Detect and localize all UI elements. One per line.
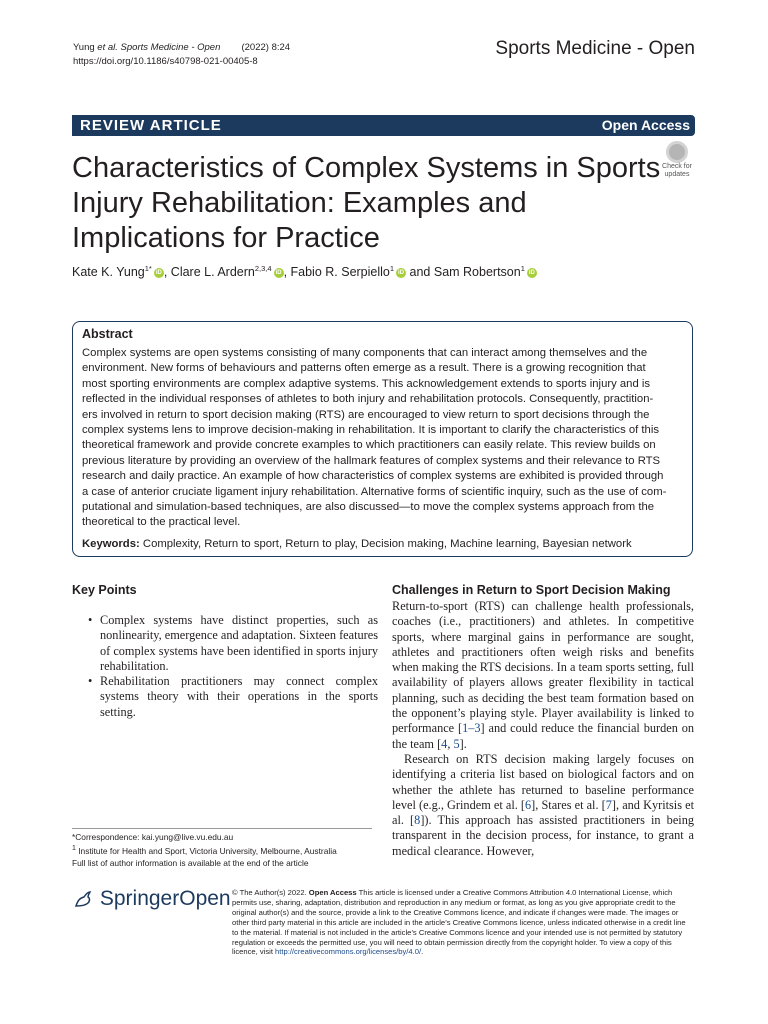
list-item bbox=[88, 613, 378, 674]
citation-line bbox=[73, 41, 290, 69]
abstract-line: reflected in the individual responses of athletes to both injury and rehabilitation protocols. Consequently, practition- bbox=[82, 393, 654, 406]
footnotes bbox=[72, 828, 372, 869]
bullet: • bbox=[88, 674, 93, 689]
orcid-icon[interactable]: iD bbox=[275, 269, 282, 276]
key-point-text: Rehabilitation practitioners may connect complex systems theory with their operations in the sports setting. bbox=[100, 674, 378, 719]
abstract-line: research and daily practice. An example of how characteristics of complex systems are exhibited is provided through bbox=[82, 470, 664, 483]
check-updates-icon bbox=[666, 141, 688, 163]
abstract-body bbox=[82, 346, 684, 531]
orcid-icon[interactable]: iD bbox=[398, 269, 405, 276]
keywords bbox=[82, 537, 684, 552]
paragraph-text: Research on RTS decision making largely focuses on identifying a criteria list based on biological factors and on whether the athlete has returned to baseline performance level (e.g., Grindem et al. [ bbox=[392, 751, 694, 812]
license-url[interactable]: http://creativecommons.org/licenses/by/4.0/ bbox=[275, 947, 422, 957]
section-heading: Challenges in Return to Sport Decision Making bbox=[392, 583, 671, 597]
springer-open-logo bbox=[72, 887, 231, 911]
key-point-text: Complex systems have distinct properties, such as nonlinearity, emergence and adaptation. Sixteen features of complex systems have been identified in sports injury rehabilitation. bbox=[100, 613, 378, 673]
citation-etal: et al. bbox=[94, 42, 118, 53]
author-list bbox=[72, 264, 537, 279]
author-name: Sam Robertson bbox=[433, 265, 521, 280]
citation-link[interactable]: 1–3 bbox=[462, 721, 481, 736]
author-name: Clare L. Ardern bbox=[170, 265, 255, 280]
abstract-line: a case of anterior cruciate ligament injury rehabilitation. Alternative forms of scientific inquiry, such as the use of com- bbox=[82, 485, 667, 498]
open-access-label: Open Access bbox=[601, 117, 690, 133]
author-separator: , bbox=[163, 265, 171, 280]
license-text bbox=[232, 888, 694, 957]
paragraph-text: ]). This approach has assisted practitioners in being transparent in the decision process, for instance, to grant a medical clearance. However, bbox=[392, 813, 694, 858]
journal-name: Sports Medicine - Open bbox=[495, 38, 695, 59]
doi-link[interactable]: https://doi.org/10.1186/s40798-021-00405-8 bbox=[73, 56, 258, 67]
paragraph-text: , bbox=[447, 736, 454, 751]
author-separator: and bbox=[406, 265, 434, 280]
author-affiliation: 1 bbox=[520, 264, 525, 273]
citation-link[interactable]: 4 bbox=[441, 736, 448, 751]
affiliation-sup: 1 bbox=[72, 845, 76, 852]
author-name: Kate K. Yung bbox=[72, 265, 145, 280]
springer-horse-icon bbox=[72, 888, 94, 910]
orcid-icon[interactable]: iD bbox=[528, 269, 535, 276]
author-separator: , bbox=[283, 265, 291, 280]
author-info-note: Full list of author information is available at the end of the article bbox=[72, 857, 309, 868]
copyright: © The Author(s) 2022. bbox=[232, 888, 309, 897]
citation-authors: Yung bbox=[73, 42, 95, 53]
author-affiliation: 2,3,4 bbox=[254, 264, 272, 273]
affiliation-text: Institute for Health and Sport, Victoria University, Melbourne, Australia bbox=[78, 845, 337, 856]
abstract-line: theoretical framework and provide concrete examples to which practitioners can easily relate. This review builds on bbox=[82, 439, 656, 452]
paragraph-text: ]. bbox=[459, 736, 467, 751]
key-points-list bbox=[88, 613, 378, 720]
paragraph-text: ], and Kyritsis et al. [ bbox=[392, 797, 695, 828]
keywords-label: Keywords: bbox=[82, 538, 140, 550]
bullet: • bbox=[88, 613, 93, 627]
abstract-line: ers involved in return to sport decision making (RTS) are encouraged to view return to sport decisions through the bbox=[82, 408, 650, 421]
check-for-updates-badge[interactable] bbox=[657, 141, 697, 181]
article-title: Characteristics of Complex Systems in Sports Injury Rehabilitation: Examples and Implications for Practice bbox=[72, 152, 661, 254]
list-item bbox=[88, 674, 378, 720]
author-affiliation: 1 bbox=[389, 264, 395, 273]
citation-link[interactable]: 7 bbox=[605, 797, 612, 812]
paragraph-text: Return-to-sport (RTS) can challenge health professionals, coaches (i.e., practitioners) and athletes. In competitive sports, where marginal gains in performance are sought, athletes and practitioners often weigh risks and benefits when making the RTS decisions. In a team sports setting, full availability of players allows greater flexibility in tactical planning, such as deciding the best team formation based on the opponent’s playing style. Player availability is linked to performance [ bbox=[392, 599, 694, 736]
abstract-line: environment. New forms of behaviours and patterns often emerge as a result. There is a growing recognition that bbox=[82, 362, 646, 375]
paragraph bbox=[392, 599, 694, 752]
correspondence: *Correspondence: kai.yung@live.vu.edu.au bbox=[72, 832, 234, 842]
check-updates-line2: updates bbox=[664, 171, 690, 178]
author-affiliation: 1* bbox=[144, 264, 152, 273]
abstract-heading: Abstract bbox=[82, 327, 133, 341]
affiliation bbox=[72, 843, 372, 857]
check-updates-line1: Check for bbox=[662, 163, 692, 170]
author-name: Fabio R. Serpiello bbox=[290, 265, 390, 280]
abstract-line: Complex systems are open systems consisting of many components that can interact among themselves and the bbox=[82, 347, 648, 359]
abstract-line: putational and simulation-based techniques, are also discussed—to move the complex systems approach from the bbox=[82, 501, 655, 514]
abstract-line: complex systems lens to improve decision-making in rehabilitation. It is important to clarify the characteristics of this bbox=[82, 424, 659, 437]
paragraph bbox=[392, 752, 694, 859]
citation-link[interactable]: 5 bbox=[453, 736, 460, 751]
orcid-icon[interactable]: iD bbox=[155, 269, 162, 276]
license-oa-label: Open Access bbox=[308, 888, 357, 897]
license-end: . bbox=[421, 947, 424, 957]
article-type-label: REVIEW ARTICLE bbox=[80, 117, 222, 134]
keywords-list: Complexity, Return to sport, Return to play, Decision making, Machine learning, Bayesian network bbox=[142, 538, 632, 550]
citation-link[interactable]: 6 bbox=[525, 797, 532, 812]
publisher-open: Open bbox=[179, 887, 231, 910]
key-points-heading: Key Points bbox=[72, 583, 137, 597]
body-text bbox=[392, 599, 694, 859]
license-body: This article is licensed under a Creative Commons Attribution 4.0 International License, which permits use, sharing, adaptation, distribution and reproduction in any medium or format, as long as you give appropriate credit to the original author(s) and the source, provide a link to the Creative Commons licence, and indicate if changes were made. The images or other third party material in this article are included in the article’s Creative Commons licence, unless indicated otherwise in a credit line to the material. If material is not included in the article’s Creative Commons licence and your intended use is not permitted by statutory regulation or exceeds the permitted use, you will need to obtain permission directly from the copyright holder. To view a copy of this licence, visit bbox=[232, 888, 686, 957]
publisher-name: Springer bbox=[99, 887, 180, 910]
paragraph-text: ] and could reduce the financial burden on the team [ bbox=[392, 721, 695, 751]
abstract-line: theoretical to the practical level. bbox=[82, 516, 241, 529]
abstract-line: previous literature by providing an overview of the hallmark features of complex systems and their relevance to RTS bbox=[82, 454, 661, 467]
citation-link[interactable]: 8 bbox=[414, 813, 421, 828]
citation-journal: Sports Medicine - Open bbox=[117, 42, 221, 53]
citation-year: (2022) 8:24 bbox=[241, 42, 291, 53]
paragraph-text: ], Stares et al. [ bbox=[531, 797, 606, 812]
abstract-line: most sporting environments are complex adaptive systems. This acknowledgement extends to sports injury and is bbox=[82, 377, 651, 390]
